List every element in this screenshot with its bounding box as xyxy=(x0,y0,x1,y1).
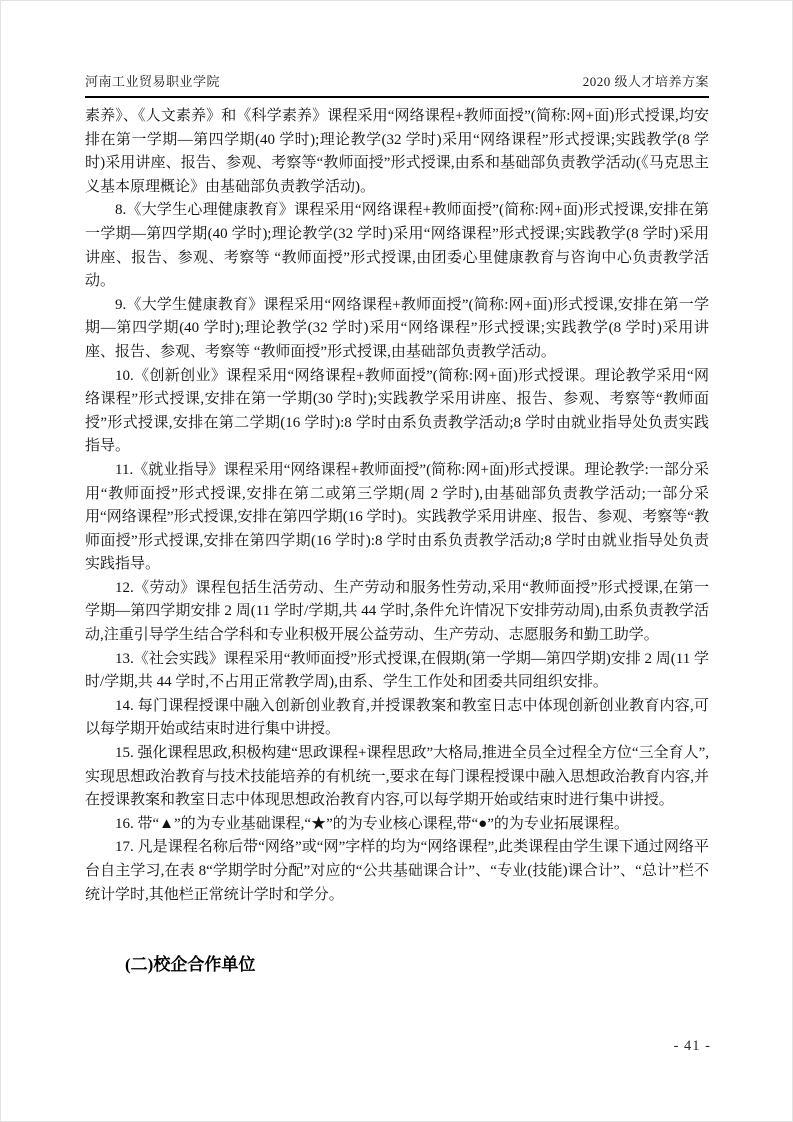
paragraph-item-12: 12.《劳动》课程包括生活劳动、生产劳动和服务性劳动,采用“教师面授”形式授课,在第一学期—第四学期安排 2 周(11 学时/学期,共 44 学时,条件允许情况下安排劳动周),由系负责教学活动,注重引导学生结合学科和专业积极开展公益劳动、生产劳动、志愿服务和勤工助学。 xyxy=(85,579,709,644)
page-footer xyxy=(674,1038,711,1055)
paragraph-continuation: 素养》、《人文素养》和《科学素养》课程采用“网络课程+教师面授”(简称:网+面)形式授课,均安排在第一学期—第四学期(40 学时);理论教学(32 学时)采用“网络课程”形式授课;实践教学(8 学时)采用讲座、报告、参观、考察等“教师面授”形式授课,由系和基础部负责教学活动(《马克思主义基本原理概论》由基础部负责教学活动)。 xyxy=(85,108,709,195)
paragraph-item-15: 15. 强化课程思政,积极构建“思政课程+课程思政”大格局,推进全员全过程全方位“三全育人”,实现思想政治教育与技术技能培养的有机统一,要求在每门课程授课中融入思想政治教育内容,并在授课教案和教室日志中体现思想政治教育内容,可以每学期开始或结束时进行集中讲授。 xyxy=(85,745,709,809)
header-school-name: 河南工业贸易职业学院 xyxy=(85,74,221,89)
page-header xyxy=(85,71,709,98)
paragraph-item-13: 13.《社会实践》课程采用“教师面授”形式授课,在假期(第一学期—第四学期)安排 2 周(11 学时/学期,共 44 学时,不占用正常教学周),由系、学生工作处和团委共同组织安排。 xyxy=(85,650,709,691)
header-doc-title: 2020 级人才培养方案 xyxy=(582,74,709,89)
paragraph-item-11: 11.《就业指导》课程采用“网络课程+教师面授”(简称:网+面)形式授课。理论教学:一部分采用“教师面授”形式授课,安排在第二或第三学期(周 2 学时),由基础部负责教学活动;一部分采用“网络课程”形式授课,安排在第四学期(16 学时)。实践教学采用讲座、报告、参观、考察等“教师面授”形式授课,安排在第四学期(16 学时):8 学时由系负责教学活动;8 学时由就业指导处负责实践指导。 xyxy=(85,461,709,573)
document-body xyxy=(85,105,709,977)
paragraph-item-17: 17. 凡是课程名称后带“网络”或“网”字样的均为“网络课程”,此类课程由学生课下通过网络平台自主学习,在表 8“学期学时分配”对应的“公共基础课合计”、“专业(技能)课合计”、“总计”栏不统计学时,其他栏正常统计学时和学分。 xyxy=(85,839,709,903)
section-heading: (二)校企合作单位 xyxy=(125,955,256,975)
paragraph-item-10: 10.《创新创业》课程采用“网络课程+教师面授”(简称:网+面)形式授课。理论教学采用“网络课程”形式授课,安排在第一学期(30 学时);实践教学采用讲座、报告、参观、考察等“教师面授”形式授课,安排在第二学期(16 学时):8 学时由系负责教学活动;8 学时由就业指导处负责实践指导。 xyxy=(85,367,709,455)
paragraph-item-8: 8.《大学生心理健康教育》课程采用“网络课程+教师面授”(简称:网+面)形式授课,安排在第一学期—第四学期(40 学时);理论教学(32 学时)采用“网络课程”形式授课;实践教学(8 学时)采用讲座、报告、参观、考察等 “教师面授”形式授课,由团委心里健康教育与咨询中心负责教学活动。 xyxy=(85,202,709,290)
paragraph-item-16: 16. 带“▲”的为专业基础课程,“★”的为专业核心课程,带“●”的为专业拓展课程。 xyxy=(115,815,629,832)
paragraph-item-9: 9.《大学生健康教育》课程采用“网络课程+教师面授”(简称:网+面)形式授课,安排在第一学期—第四学期(40 学时);理论教学(32 学时)采用“网络课程”形式授课;实践教学(8 学时)采用讲座、报告、参观、考察等 “教师面授”形式授课,由基础部负责教学活动。 xyxy=(85,296,709,360)
page-number: - 41 - xyxy=(673,1038,711,1054)
paragraph-item-14: 14. 每门课程授课中融入创新创业教育,并授课教案和教室日志中体现创新创业教育内容,可以每学期开始或结束时进行集中讲授。 xyxy=(85,697,709,738)
